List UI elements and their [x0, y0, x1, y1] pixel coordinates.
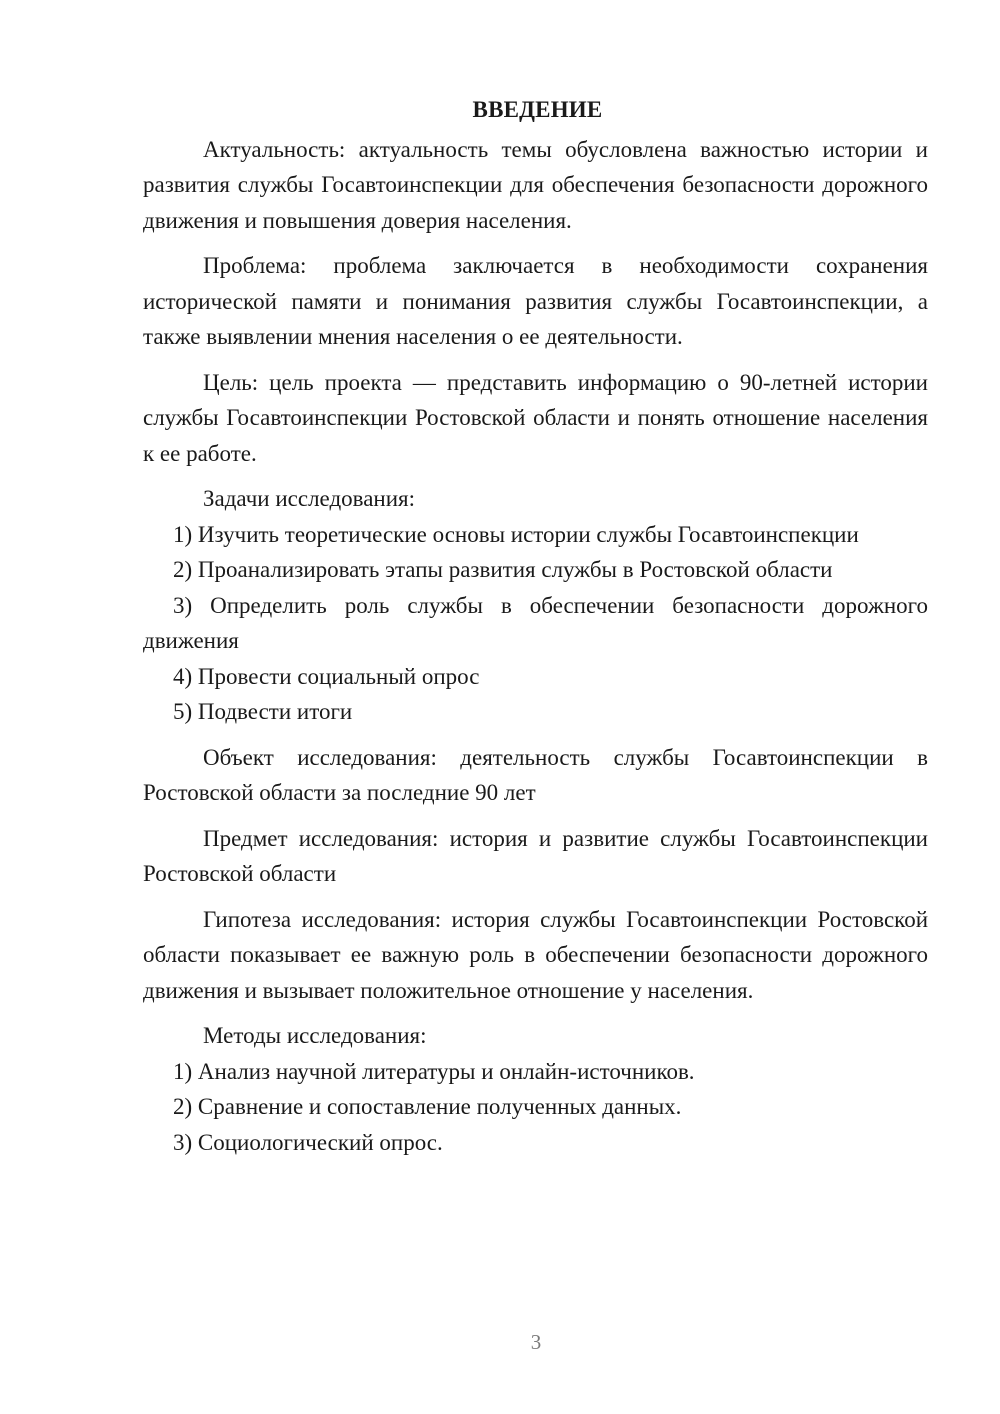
hypothesis-paragraph: Гипотеза исследования: история службы Госавтоинспекции Ростовской области показывает ее важную роль в обеспечении безопасности дорожного движения и вызывает положительное отношение у населения. [143, 906, 928, 1003]
methods-heading: Методы исследования: [203, 1023, 427, 1048]
page-number: 3 [530, 1330, 542, 1354]
task-item: 2) Проанализировать этапы развития службы в Ростовской области [173, 557, 833, 582]
goal-paragraph: Цель: цель проекта — представить информацию о 90-летней истории службы Госавтоинспекции Ростовской области и понять отношение населения к ее работе. [143, 369, 928, 466]
method-item: 1) Анализ научной литературы и онлайн-источников. [173, 1058, 695, 1084]
task-item: 1) Изучить теоретические основы истории службы Госавтоинспекции [173, 521, 859, 547]
page-content [143, 92, 928, 1160]
tasks-heading: Задачи исследования: [203, 486, 416, 511]
problem-paragraph: Проблема: проблема заключается в необходимости сохранения исторической памяти и понимания развития службы Госавтоинспекции, а также выявлении мнения населения о ее деятельности. [143, 253, 928, 349]
relevance-paragraph: Актуальность: актуальность темы обусловлена важностью истории и развития службы Госавтоинспекции для обеспечения безопасности дорожного движения и повышения доверия населения. [143, 136, 928, 233]
task-item: 5) Подвести итоги [173, 699, 353, 724]
task-item: 3) Определить роль службы в обеспечении безопасности дорожного движения [143, 592, 928, 653]
section-title: ВВЕДЕНИЕ [472, 97, 603, 122]
method-item: 3) Социологический опрос. [173, 1129, 443, 1155]
method-item: 2) Сравнение и сопоставление полученных данных. [173, 1094, 682, 1119]
subject-paragraph: Предмет исследования: история и развитие службы Госавтоинспекции Ростовской области [143, 825, 928, 886]
task-item: 4) Провести социальный опрос [173, 663, 480, 689]
object-paragraph: Объект исследования: деятельность службы Госавтоинспекции в Ростовской области за последние 90 лет [143, 744, 928, 805]
